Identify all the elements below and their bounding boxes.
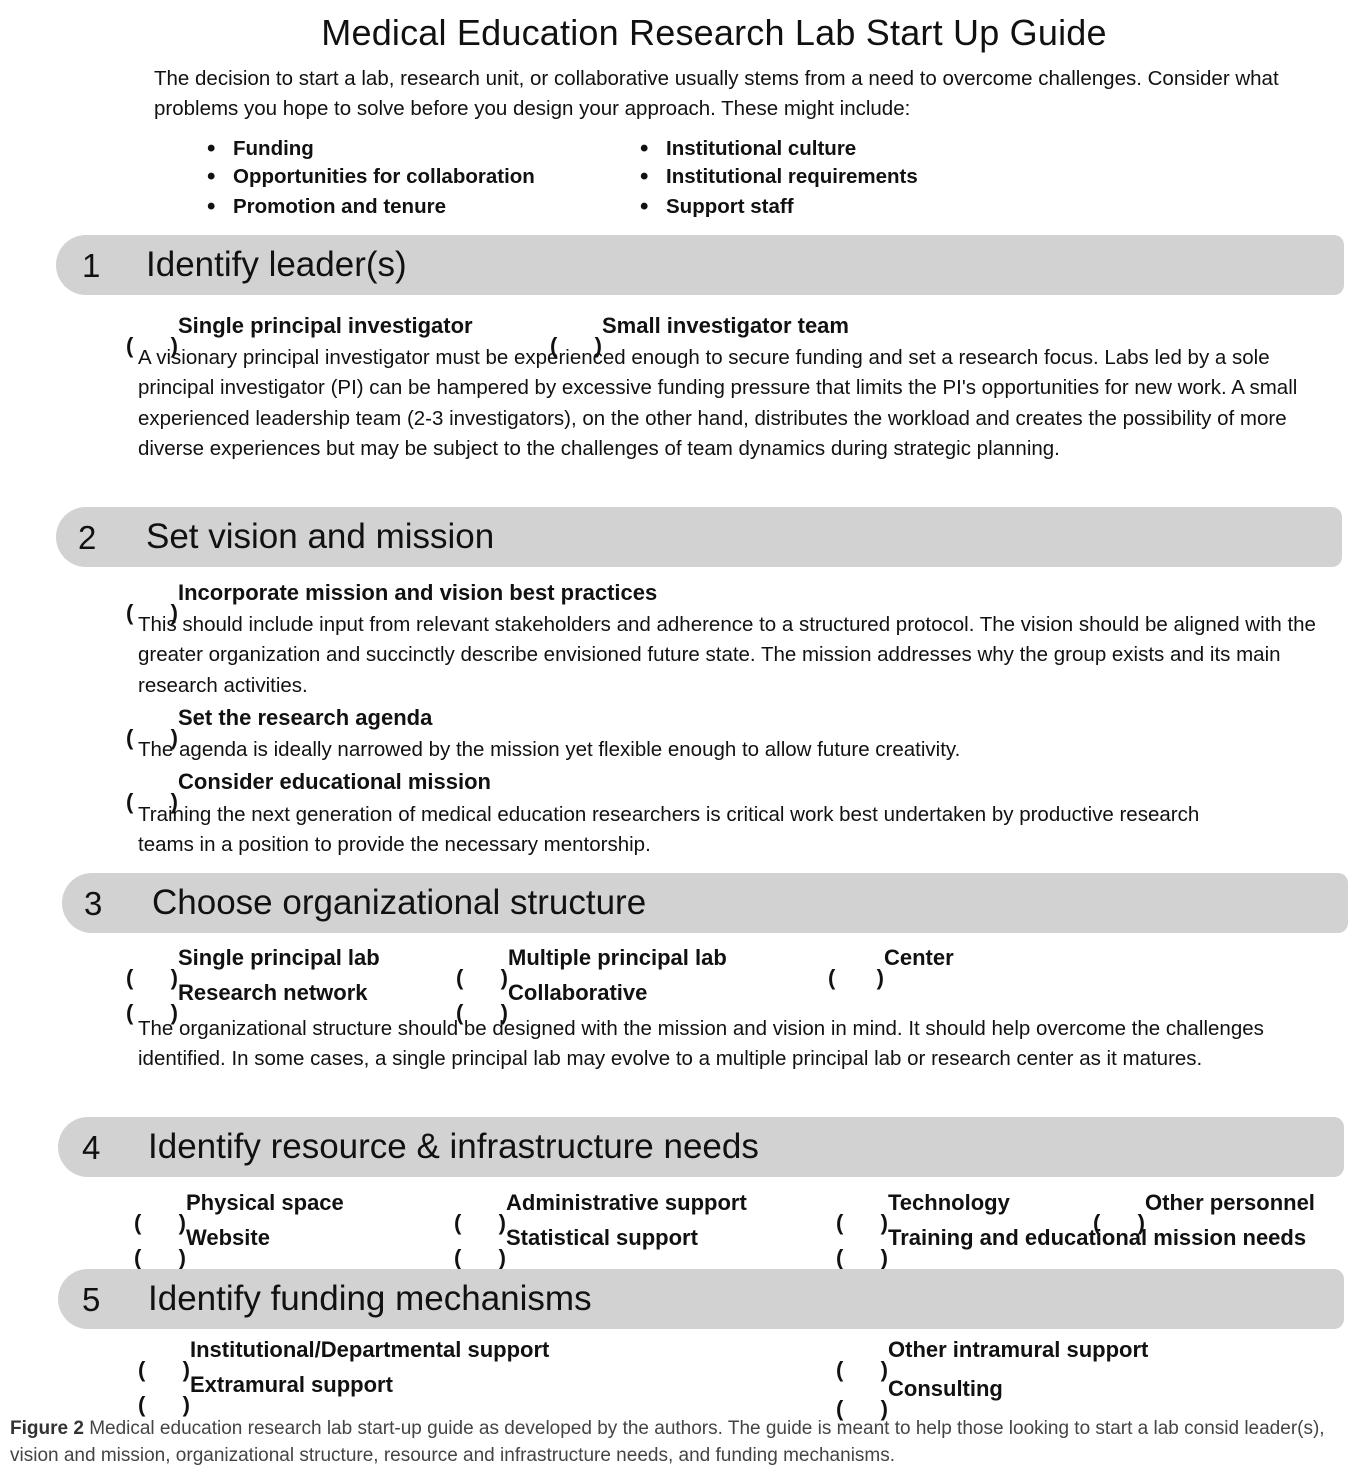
challenge-item: • Support staff	[640, 192, 794, 220]
checkbox-option[interactable]: Small investigator team	[602, 313, 849, 338]
checkbox-option[interactable]: Other personnel	[1145, 1190, 1315, 1215]
caption-text: Medical education research lab start-up guide as developed by the authors. The guide is meant to help those looking to start a lab consid leader(s), vision and mission, organizational structure, resource and infrastructure needs, and funding mechanisms.	[10, 1418, 1325, 1466]
section-number: 5	[82, 1281, 101, 1318]
section-title: Set vision and mission	[146, 517, 495, 556]
figure-caption	[10, 1415, 1366, 1469]
checkbox-option[interactable]: Extramural support	[190, 1372, 393, 1397]
checkbox-option[interactable]: Training and educational mission needs	[888, 1225, 1307, 1250]
challenge-item: • Institutional requirements	[640, 162, 918, 190]
checkbox-option[interactable]: Other intramural support	[888, 1337, 1149, 1362]
checkbox-option[interactable]: Consider educational mission	[178, 769, 491, 794]
section-number: 2	[78, 519, 97, 556]
section-number: 3	[84, 885, 103, 922]
section-title: Identify resource & infrastructure needs	[148, 1127, 759, 1166]
page-title: Medical Education Research Lab Start Up Guide	[321, 12, 1107, 53]
challenge-item: • Promotion and tenure	[207, 192, 446, 220]
checkbox-option[interactable]: Website	[186, 1225, 270, 1250]
challenge-item: • Funding	[207, 134, 314, 162]
section-number: 4	[82, 1129, 101, 1166]
checkbox-option[interactable]: Physical space	[186, 1190, 344, 1215]
checkbox-option[interactable]: Technology	[888, 1190, 1010, 1215]
section-description: A visionary principal investigator must be experienced enough to secure funding and set a research focus. Labs led by a sole principal investigator (PI) can be hampered by excessive funding pressure that limits the PI's opportunities for new work. A small experienced leadership team (2-3 investigators), on the other hand, distributes the workload and creates the possibility of more diverse experiences but may be subject to the challenges of team dynamics during strategic planning.	[138, 346, 1298, 460]
challenge-item: • Institutional culture	[640, 134, 856, 162]
checkbox-option[interactable]: Administrative support	[506, 1190, 747, 1215]
checkbox-option[interactable]: Single principal investigator	[178, 313, 473, 338]
section-title: Choose organizational structure	[152, 883, 647, 922]
checkbox-option[interactable]: Statistical support	[506, 1225, 698, 1250]
checkbox-option[interactable]: Center	[884, 945, 954, 970]
intro-paragraph: The decision to start a lab, research unit, or collaborative usually stems from a need to overcome challenges. Consider what problems you hope to solve before you design your approach. These might include:	[154, 67, 1279, 120]
section-description: The organizational structure should be designed with the mission and vision in mind. It should help overcome the challenges identified. In some cases, a single principal lab may evolve to a multiple principal lab or research center as it matures.	[138, 1017, 1264, 1071]
checkbox-option[interactable]: Set the research agenda	[178, 705, 433, 730]
checkbox-option[interactable]: Multiple principal lab	[508, 945, 727, 970]
checkbox-option[interactable]: Consulting	[888, 1376, 1003, 1401]
checkbox-option[interactable]: Collaborative	[508, 980, 648, 1005]
checkbox-option[interactable]: Research network	[178, 980, 368, 1005]
item-description: The agenda is ideally narrowed by the mission yet flexible enough to allow future creativity.	[138, 738, 961, 761]
checkbox-option[interactable]: Single principal lab	[178, 945, 380, 970]
figure-label: Figure 2	[10, 1418, 84, 1439]
item-description: Training the next generation of medical education researchers is critical work best undertaken by productive research teams in a position to provide the necessary mentorship.	[138, 803, 1200, 857]
checkbox-option[interactable]: Institutional/Departmental support	[190, 1337, 550, 1362]
challenge-item: • Opportunities for collaboration	[207, 162, 535, 190]
checkbox-option[interactable]: Incorporate mission and vision best practices	[178, 580, 658, 605]
section-title: Identify leader(s)	[146, 245, 407, 284]
item-description: This should include input from relevant stakeholders and adherence to a structured protocol. The vision should be aligned with the greater organization and succinctly describe envisioned future state. The mission addresses why the group exists and its main research activities.	[138, 613, 1316, 697]
section-title: Identify funding mechanisms	[148, 1279, 592, 1318]
section-number: 1	[82, 247, 101, 284]
